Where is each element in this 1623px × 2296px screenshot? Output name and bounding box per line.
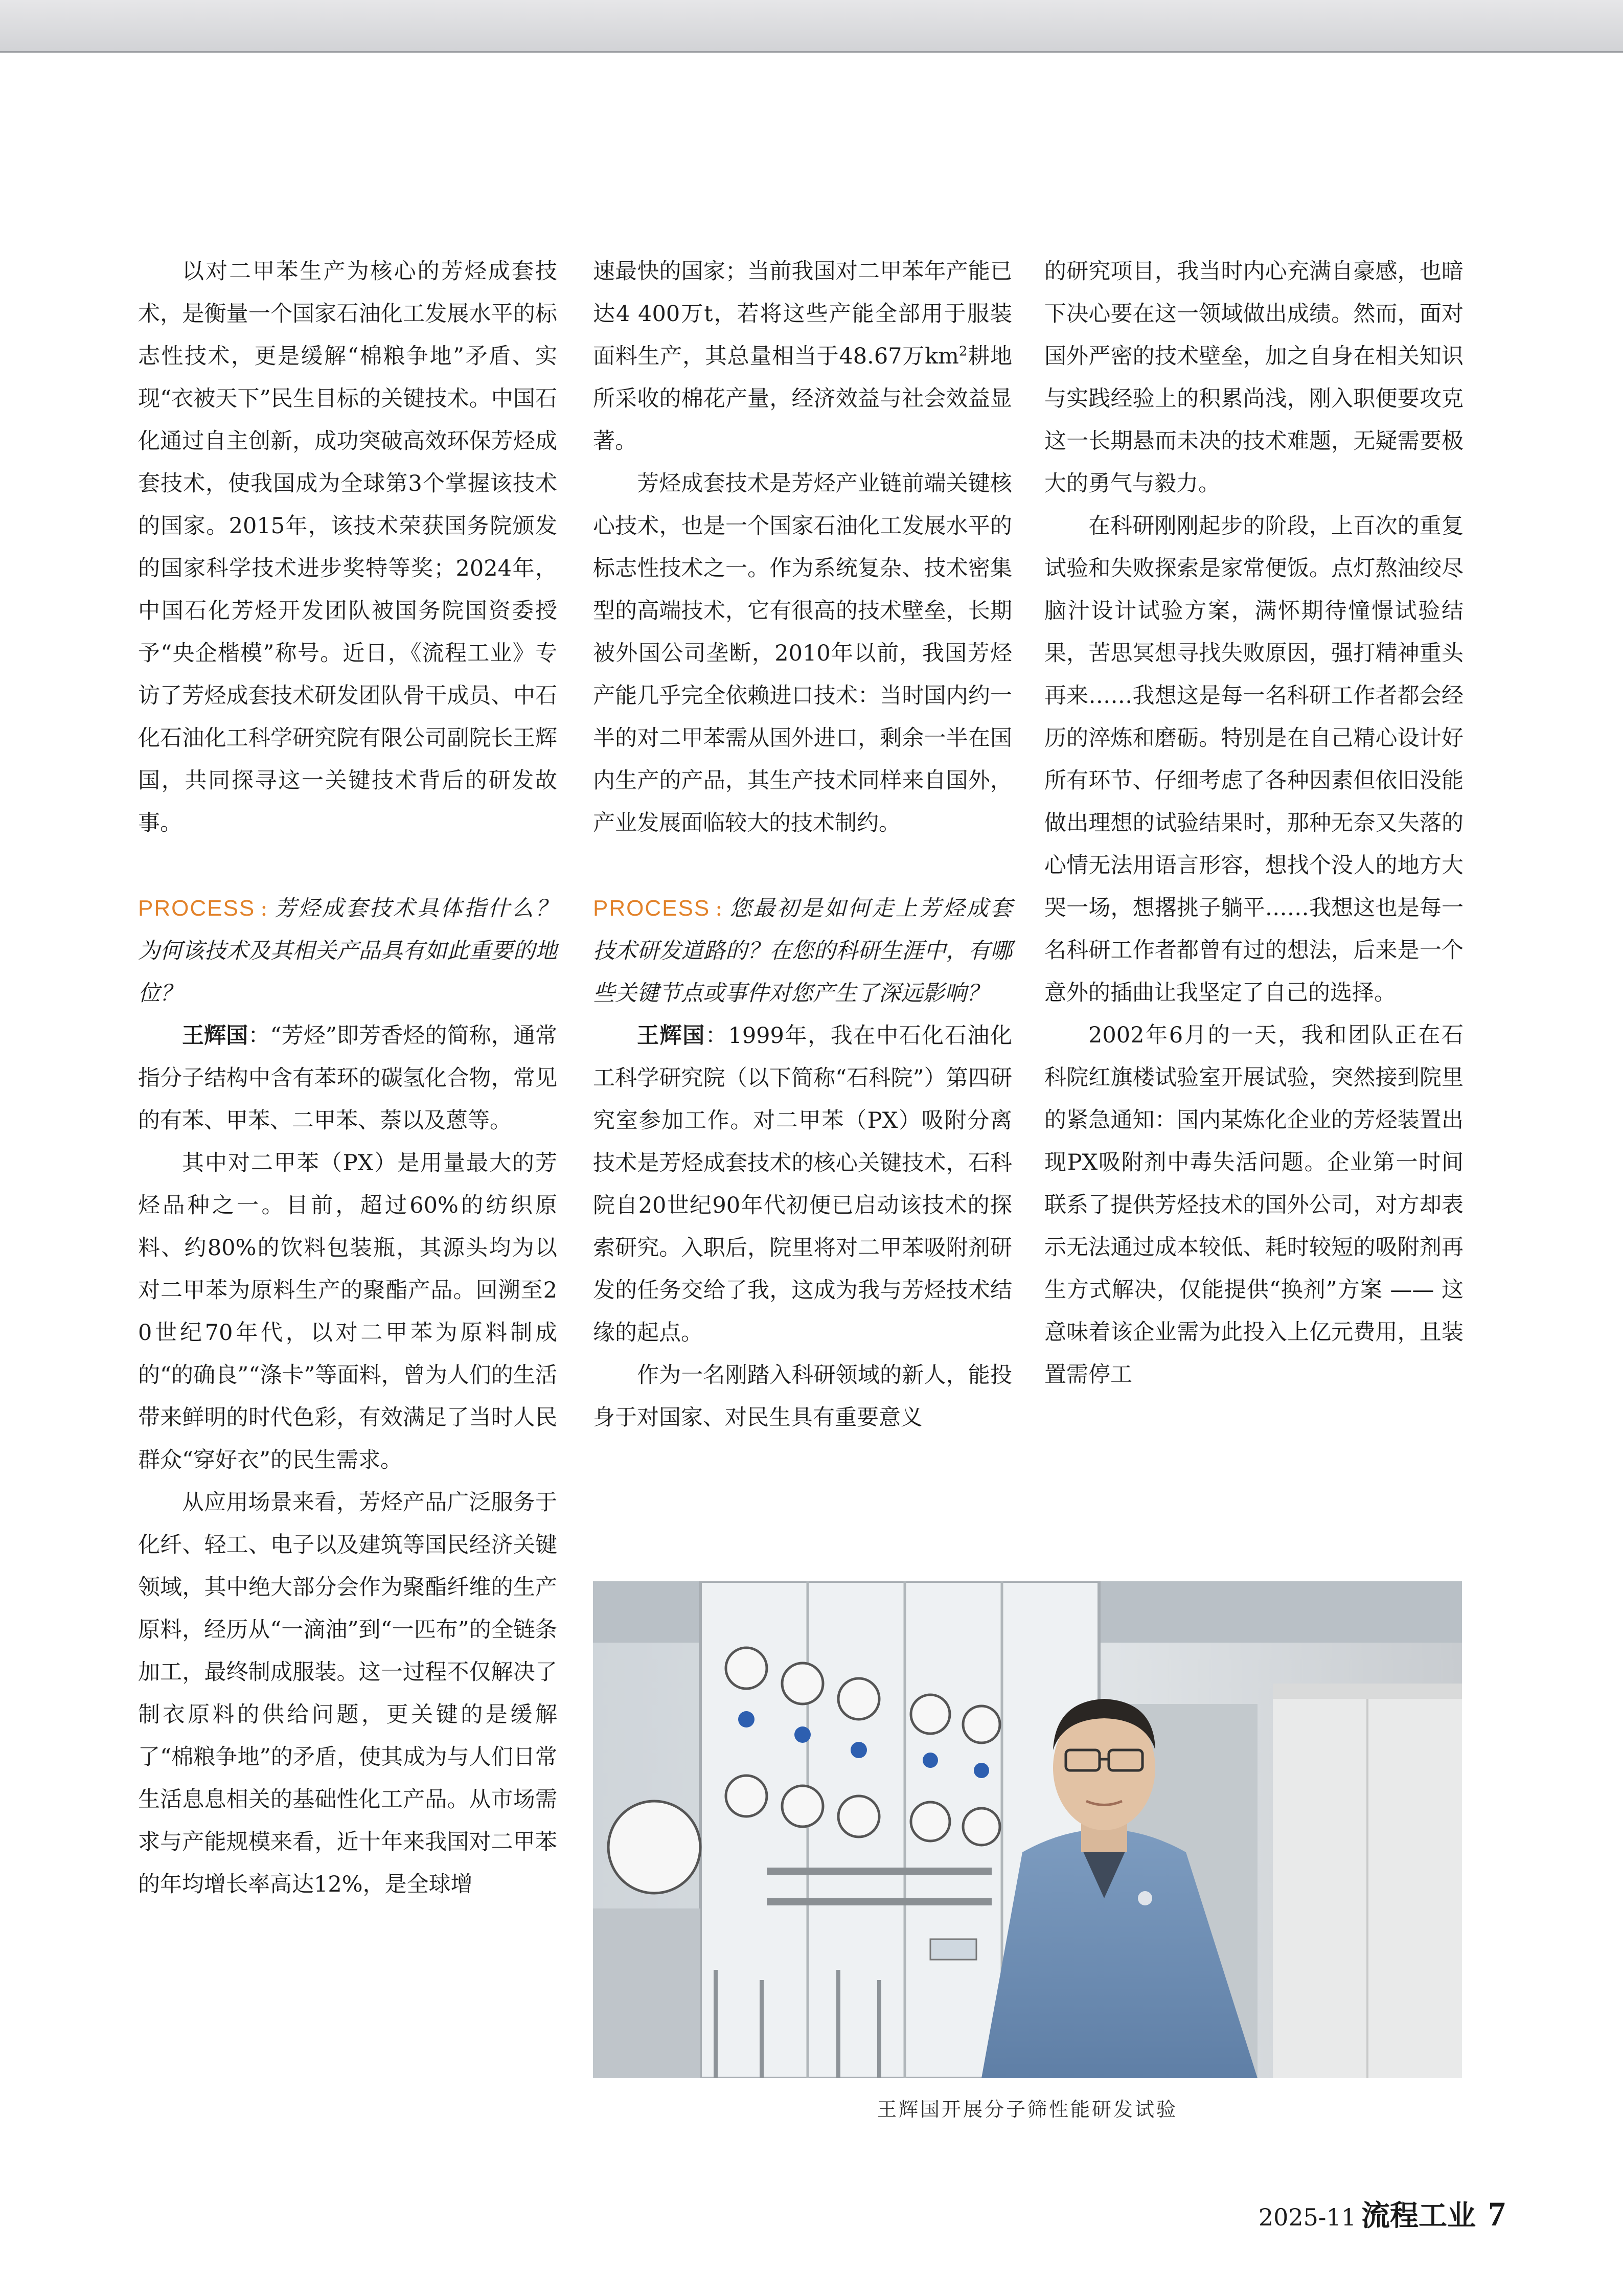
superscript: 2 xyxy=(958,344,968,359)
lab-photo-illustration xyxy=(593,1581,1462,2078)
speaker-name: 王辉国 xyxy=(182,1023,248,1049)
interview-question-1 xyxy=(138,887,557,1015)
photo-caption: 王辉国开展分子筛性能研发试验 xyxy=(877,2098,1178,2121)
interview-answer-1 xyxy=(138,1015,557,1142)
question-colon: : xyxy=(260,896,268,921)
body-paragraph: 的研究项目，我当时内心充满自豪感，也暗下决心要在这一领域做出成绩。然而，面对国外严密的技术壁垒，加之自身在相关知识与实践经验上的积累尚浅，刚入职便要攻克这一长期悬而未决的技术难题，无疑需要极大的勇气与毅力。 xyxy=(1044,259,1464,496)
question-text: 您最初是如何走上芳烃成套技术研发道路的？在您的科研生涯中，有哪些关键节点或事件对您产生了深远影响？ xyxy=(593,896,1012,1006)
process-keyword: PROCESS xyxy=(138,896,256,921)
header-band xyxy=(0,0,1623,53)
intro-paragraph: 以对二甲苯生产为核心的芳烃成套技术，是衡量一个国家石油化工发展水平的标志性技术，更是缓解“棉粮争地”矛盾、实现“衣被天下”民生目标的关键技术。中国石化通过自主创新，成功突破高效环保芳烃成套技术，使我国成为全球第3个掌握该技术的国家。2015年，该技术荣获国务院颁发的国家科学技术进步奖特等奖；2024年，中国石化芳烃开发团队被国务院国资委授予“央企楷模”称号。近日，《流程工业》专访了芳烃成套技术研发团队骨干成员、中石化石油化工科学研究院有限公司副院长王辉国，共同探寻这一关键技术背后的研发故事。 xyxy=(138,259,557,836)
speaker-name: 王辉国 xyxy=(637,1023,705,1049)
text-run: 耕地所采收的棉花产量，经济效益与社会效益显著。 xyxy=(593,344,1013,454)
article-column-3 xyxy=(1044,251,1464,1396)
magazine-name: 流程工业 xyxy=(1361,2199,1476,2233)
page-footer xyxy=(1259,2193,1505,2234)
answer-text: ：1999年，我在中石化石油化工科学研究院（以下简称“石科院”）第四研究室参加工作。对二甲苯（PX）吸附分离技术是芳烃成套技术的核心关键技术，石科院自20世纪90年代初便已启动该技术的探索研究。入职后，院里将对二甲苯吸附剂研发的任务交给了我，这成为我与芳烃技术结缘的起点。 xyxy=(593,1023,1013,1346)
question-colon: : xyxy=(715,896,723,921)
answer-text: ：“芳烃”即芳香烃的简称，通常指分子结构中含有苯环的碳氢化合物，常见的有苯、甲苯、二甲苯、萘以及蒽等。 xyxy=(138,1023,557,1133)
article-column-1 xyxy=(138,251,557,1906)
question-text: 芳烃成套技术具体指什么？为何该技术及其相关产品具有如此重要的地位？ xyxy=(138,896,557,1006)
text-run: 速最快的国家；当前我国对二甲苯年产能已达4 400万t，若将这些产能全部用于服装面料生产，其总量相当于48.67万km xyxy=(593,259,1012,369)
issue-date: 2025-11 xyxy=(1258,2203,1356,2231)
body-paragraph: 从应用场景来看，芳烃产品广泛服务于化纤、轻工、电子以及建筑等国民经济关键领域，其中绝大部分会作为聚酯纤维的生产原料，经历从“一滴油”到“一匹布”的全链条加工，最终制成服装。这一过程不仅解决了制衣原料的供给问题，更关键的是缓解了“棉粮争地”的矛盾，使其成为与人们日常生活息息相关的基础性化工产品。从市场需求与产能规模来看，近十年来我国对二甲苯的年均增长率高达12%，是全球增 xyxy=(138,1490,557,1897)
body-paragraph: 作为一名刚踏入科研领域的新人，能投身于对国家、对民生具有重要意义 xyxy=(593,1362,1012,1430)
interview-question-2 xyxy=(593,887,1012,1015)
body-paragraph: 芳烃成套技术是芳烃产业链前端关键核心技术，也是一个国家石油化工发展水平的标志性技术之一。作为系统复杂、技术密集型的高端技术，它有很高的技术壁垒，长期被外国公司垄断，2010年以前，我国芳烃产能几乎完全依赖进口技术：当时国内约一半的对二甲苯需从国外进口，剩余一半在国内生产的产品，其生产技术同样来自国外，产业发展面临较大的技术制约。 xyxy=(593,471,1012,836)
body-paragraph: 在科研刚刚起步的阶段，上百次的重复试验和失败探索是家常便饭。点灯熬油绞尽脑汁设计试验方案，满怀期待憧憬试验结果，苦思冥想寻找失败原因，强打精神重头再来……我想这是每一名科研工作者都会经历的淬炼和磨砺。特别是在自己精心设计好所有环节、仔细考虑了各种因素但依旧没能做出理想的试验结果时，那种无奈又失落的心情无法用语言形容，想找个没人的地方大哭一场，想撂挑子躺平……我想这也是每一名科研工作者都曾有过的想法，后来是一个意外的插曲让我坚定了自己的选择。 xyxy=(1044,513,1464,1006)
process-keyword: PROCESS xyxy=(593,896,711,921)
page-number: 7 xyxy=(1488,2194,1505,2233)
interview-answer-2 xyxy=(593,1015,1012,1354)
body-paragraph: 2002年6月的一天，我和团队正在石科院红旗楼试验室开展试验，突然接到院里的紧急通知：国内某炼化企业的芳烃装置出现PX吸附剂中毒失活问题。企业第一时间联系了提供芳烃技术的国外公司，对方却表示无法通过成本较低、耗时较短的吸附剂再生方式解决，仅能提供“换剂”方案 —— 这意味着该企业需为此投入上亿元费用，且装置需停工 xyxy=(1044,1022,1464,1388)
article-column-2 xyxy=(593,251,1012,1439)
body-paragraph: 其中对二甲苯（PX）是用量最大的芳烃品种之一。目前，超过60%的纺织原料、约80%的饮料包装瓶，其源头均为以对二甲苯为原料生产的聚酯产品。回溯至20世纪70年代，以对二甲苯为原料制成的“的确良”“涤卡”等面料，曾为人们的生活带来鲜明的时代色彩，有效满足了当时人民群众“穿好衣”的民生需求。 xyxy=(138,1150,557,1473)
lab-photo xyxy=(593,1581,1462,2078)
body-paragraph xyxy=(593,251,1012,463)
